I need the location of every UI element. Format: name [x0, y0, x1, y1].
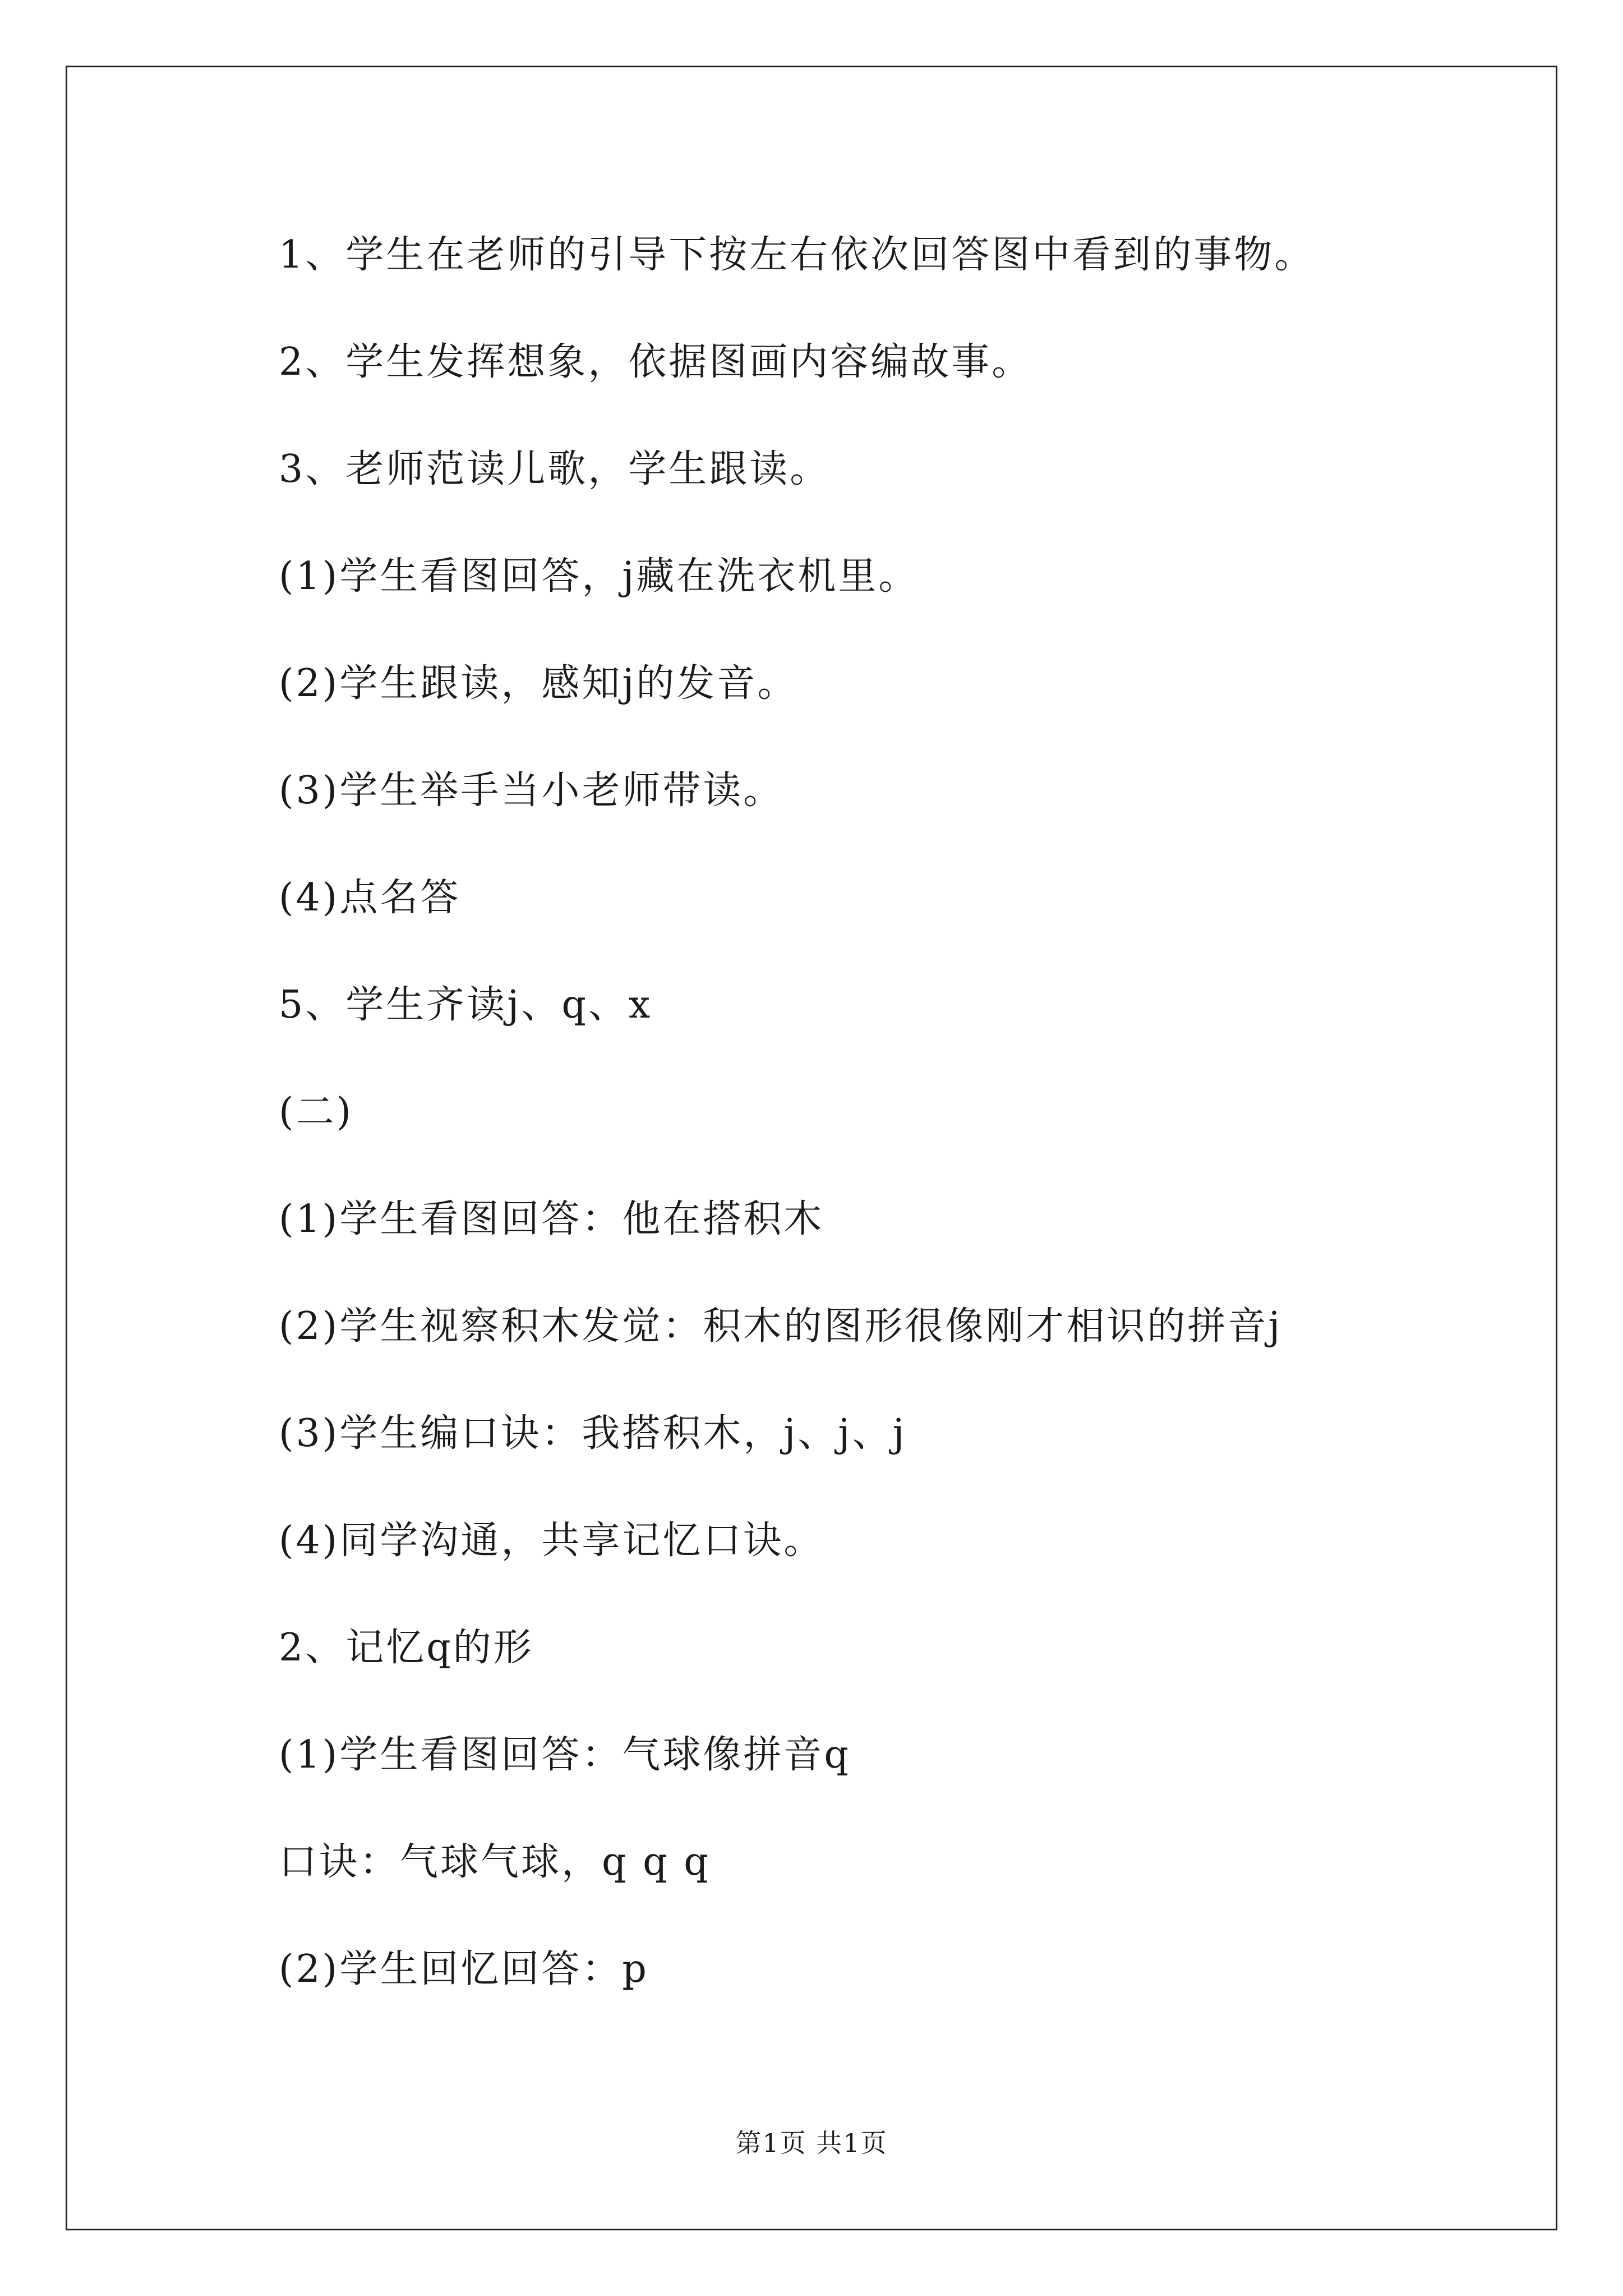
document-body [279, 222, 1400, 2043]
text-line: (4)同学沟通，共享记忆口诀。 [279, 1519, 824, 1563]
text-line: (3)学生编口诀：我搭积木，j、j、j [279, 1411, 907, 1456]
text-line: 1、学生在老师的引导下按左右依次回答图中看到的事物。 [279, 233, 1315, 277]
text-line: 3、老师范读儿歌，学生跟读。 [279, 447, 831, 491]
text-line: (1)学生看图回答：他在搭积木 [279, 1197, 824, 1241]
text-line: (4)点名答 [279, 876, 461, 920]
text-line: 口诀：气球气球，q q q [279, 1840, 711, 1884]
text-line: 2、学生发挥想象，依据图画内容编故事。 [279, 340, 1032, 384]
text-line: (2)学生跟读，感知j的发音。 [279, 661, 798, 706]
text-line: 2、记忆q的形 [279, 1626, 534, 1670]
page-footer: 第1页 共1页 [735, 2128, 888, 2158]
text-line: (2)学生回忆回答：p [279, 1947, 649, 1991]
text-line: (1)学生看图回答：气球像拼音q [279, 1733, 851, 1777]
text-line: (2)学生视察积木发觉：积木的图形很像刚才相识的拼音j [279, 1304, 1283, 1349]
text-line: 5、学生齐读j、q、x [279, 983, 653, 1027]
text-line: (3)学生举手当小老师带读。 [279, 769, 784, 813]
text-line: (1)学生看图回答，j藏在洗衣机里。 [279, 554, 919, 599]
text-line: (二) [279, 1090, 354, 1134]
